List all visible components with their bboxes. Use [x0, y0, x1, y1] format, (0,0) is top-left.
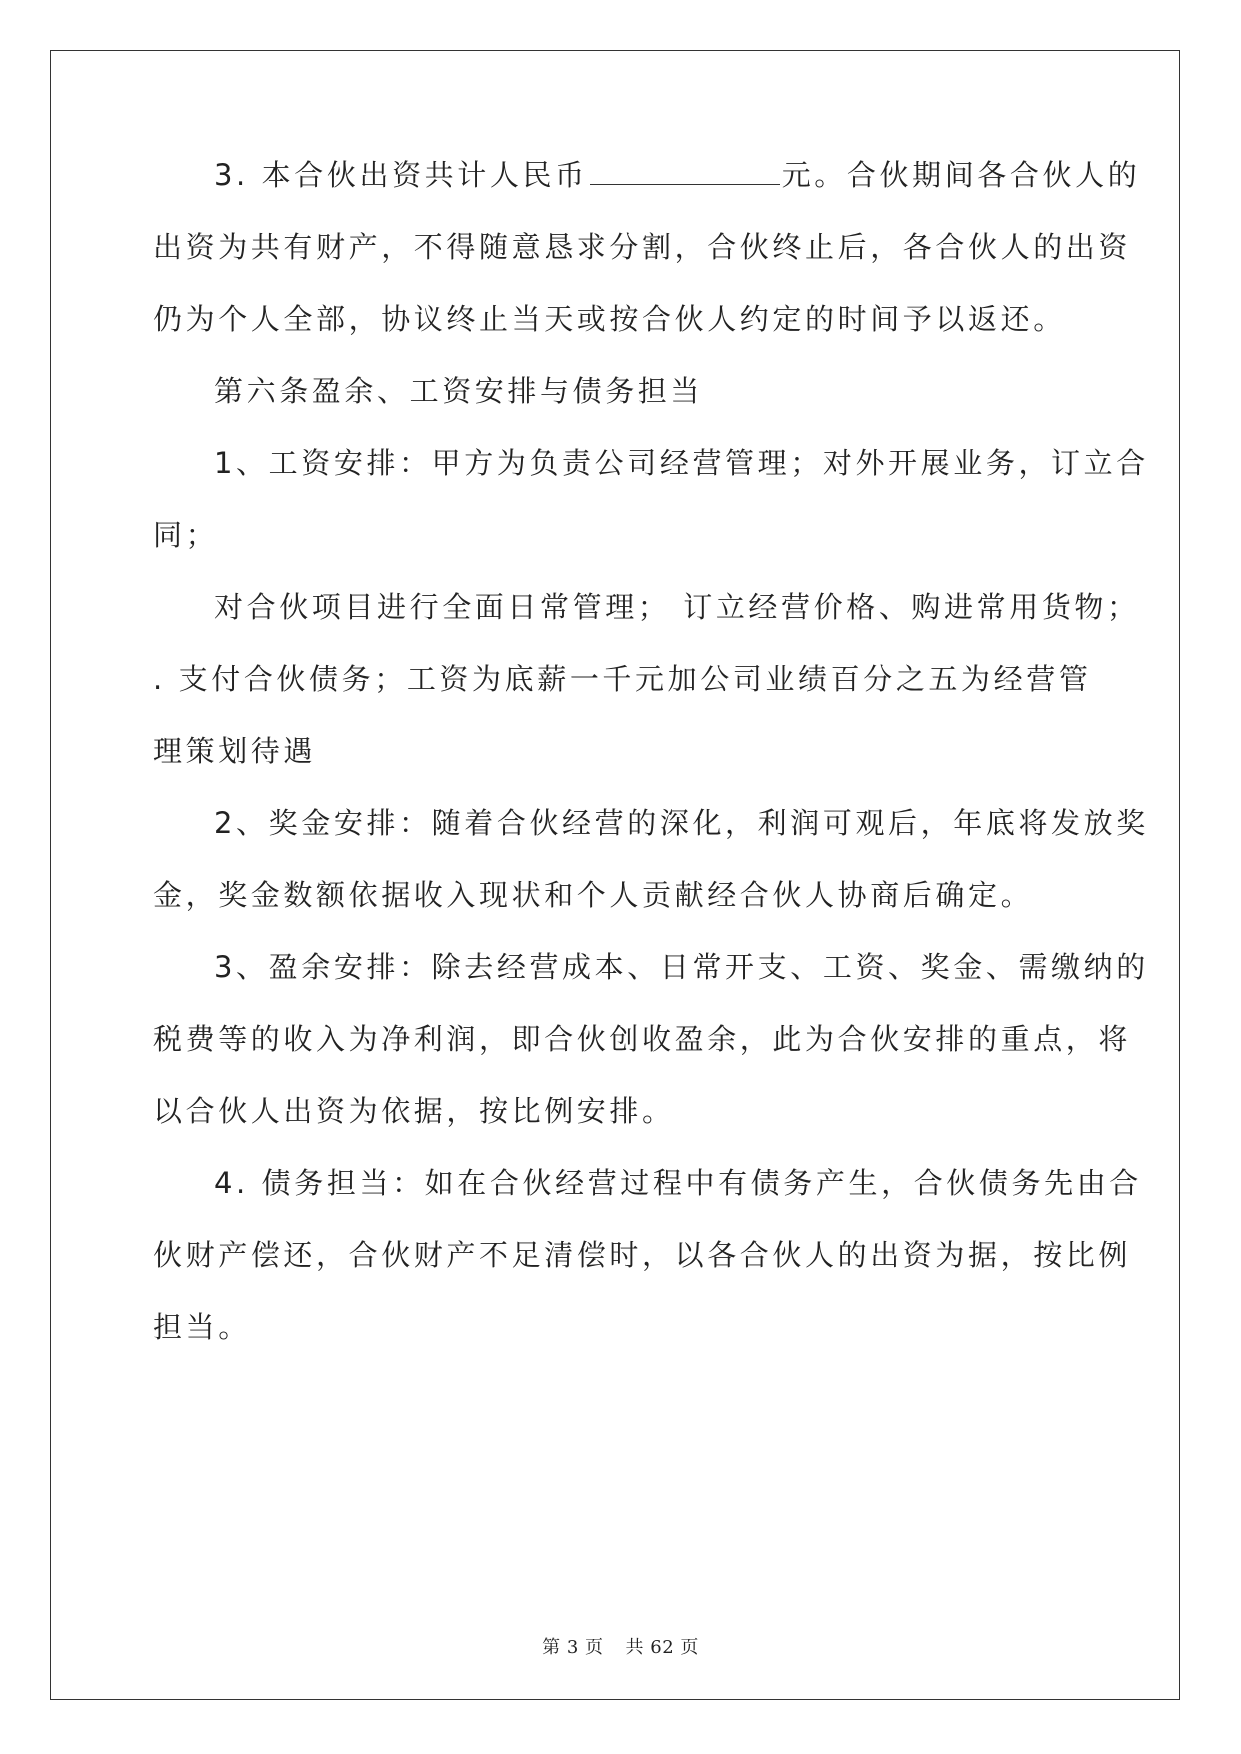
paragraph-line: 伙财产偿还，合伙财产不足清偿时，以各合伙人的出资为据，按比例 — [153, 1238, 1132, 1272]
paragraph-line: 1、工资安排：甲方为负责公司经营管理；对外开展业务，订立合 — [214, 446, 1149, 480]
paragraph-line: 理策划待遇 — [153, 734, 317, 768]
paragraph-line: 以合伙人出资为依据，按比例安排。 — [153, 1094, 675, 1128]
paragraph-line: 税费等的收入为净利润，即合伙创收盈余，此为合伙安排的重点，将 — [153, 1022, 1132, 1056]
paragraph-line: 对合伙项目进行全面日常管理； 订立经营价格、购进常用货物； — [214, 590, 1140, 624]
paragraph-line: . 支付合伙债务；工资为底薪一千元加公司业绩百分之五为经营管 — [153, 662, 1092, 696]
section-heading: 第六条盈余、工资安排与债务担当 — [214, 374, 704, 408]
paragraph-line: 3. 本合伙出资共计人民币 元。合伙期间各合伙人的 — [214, 158, 1141, 192]
paragraph-line: 2、奖金安排：随着合伙经营的深化，利润可观后，年底将发放奖 — [214, 806, 1149, 840]
page-border — [50, 50, 1180, 1700]
paragraph-line: 出资为共有财产，不得随意恳求分割，合伙终止后，各合伙人的出资 — [153, 230, 1132, 264]
amount-blank — [590, 159, 780, 185]
paragraph-line: 3、盈余安排：除去经营成本、日常开支、工资、奖金、需缴纳的 — [214, 950, 1149, 984]
page-number: 第 3 页 — [542, 1637, 604, 1658]
paragraph-line: 仍为个人全部，协议终止当天或按合伙人约定的时间予以返还。 — [153, 302, 1066, 336]
page-footer — [0, 1633, 1241, 1659]
paragraph-line: 4. 债务担当：如在合伙经营过程中有债务产生，合伙债务先由合 — [214, 1166, 1142, 1200]
paragraph-line: 同； — [153, 518, 219, 552]
paragraph-line: 金，奖金数额依据收入现状和个人贡献经合伙人协商后确定。 — [153, 878, 1034, 912]
paragraph-line: 担当。 — [153, 1310, 251, 1344]
page-total: 共 62 页 — [625, 1637, 699, 1658]
